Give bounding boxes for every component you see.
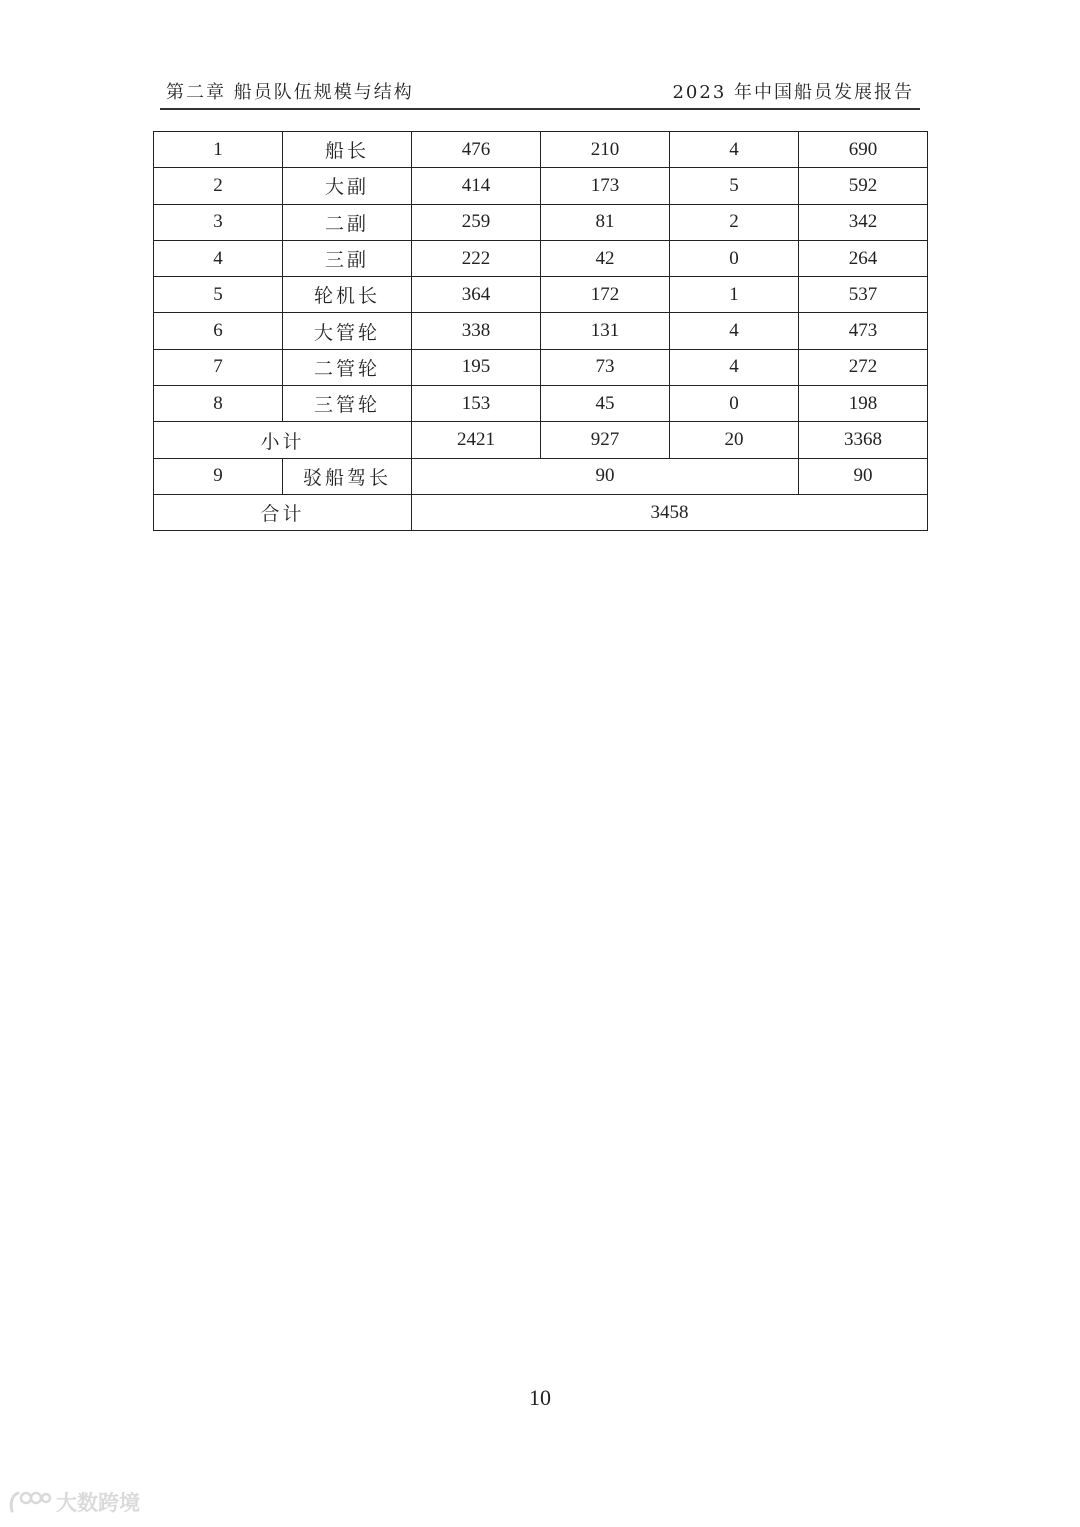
value-cell: 1 (670, 277, 799, 313)
value-cell: 2 (670, 204, 799, 240)
value-cell: 222 (412, 240, 541, 276)
position-name: 轮机长 (283, 277, 412, 313)
value-cell: 0 (670, 386, 799, 422)
table-row (154, 132, 928, 168)
logo-icon (8, 1489, 52, 1515)
value-cell: 153 (412, 386, 541, 422)
page-number: 10 (529, 1385, 551, 1410)
value-cell: 195 (412, 349, 541, 385)
row-number: 7 (154, 349, 283, 385)
position-name: 船长 (283, 132, 412, 168)
value-cell: 364 (412, 277, 541, 313)
table-row (154, 277, 928, 313)
total-cell: 264 (799, 240, 928, 276)
position-name: 二管轮 (283, 349, 412, 385)
total-cell: 3368 (799, 422, 928, 458)
table-row (154, 349, 928, 385)
value-cell: 42 (541, 240, 670, 276)
total-cell: 690 (799, 132, 928, 168)
row-number: 4 (154, 240, 283, 276)
value-cell: 4 (670, 313, 799, 349)
value-cell: 20 (670, 422, 799, 458)
watermark (8, 1488, 140, 1516)
total-cell: 592 (799, 168, 928, 204)
row-number: 2 (154, 168, 283, 204)
report-title: 2023 年中国船员发展报告 (672, 82, 914, 103)
row-number: 1 (154, 132, 283, 168)
row-number: 3 (154, 204, 283, 240)
value-cell: 927 (541, 422, 670, 458)
value-cell: 5 (670, 168, 799, 204)
table-row (154, 204, 928, 240)
value-cell: 131 (541, 313, 670, 349)
barge-row (154, 458, 928, 494)
total-cell: 473 (799, 313, 928, 349)
value-cell: 210 (541, 132, 670, 168)
position-name: 三管轮 (283, 386, 412, 422)
total-cell: 198 (799, 386, 928, 422)
total-cell: 537 (799, 277, 928, 313)
grand-total-value: 3458 (412, 494, 928, 530)
value-cell: 45 (541, 386, 670, 422)
value-cell: 4 (670, 132, 799, 168)
value-cell: 2421 (412, 422, 541, 458)
value-cell: 173 (541, 168, 670, 204)
position-name: 二副 (283, 204, 412, 240)
table-row (154, 386, 928, 422)
watermark-text: 大数跨境 (56, 1491, 140, 1515)
value-cell: 259 (412, 204, 541, 240)
position-name: 驳船驾长 (283, 458, 412, 494)
table-row (154, 240, 928, 276)
total-cell: 342 (799, 204, 928, 240)
value-cell: 73 (541, 349, 670, 385)
total-cell: 90 (799, 458, 928, 494)
table-row (154, 168, 928, 204)
value-cell: 0 (670, 240, 799, 276)
position-name: 大管轮 (283, 313, 412, 349)
position-name: 大副 (283, 168, 412, 204)
crew-table (153, 131, 928, 531)
subtotal-label: 小计 (154, 422, 412, 458)
total-cell: 272 (799, 349, 928, 385)
grand-total-label: 合计 (154, 494, 412, 530)
value-cell: 81 (541, 204, 670, 240)
grand-total-row (154, 494, 928, 530)
page-header (160, 76, 920, 110)
table-row (154, 313, 928, 349)
row-number: 6 (154, 313, 283, 349)
merged-value-cell: 90 (412, 458, 799, 494)
position-name: 三副 (283, 240, 412, 276)
row-number: 8 (154, 386, 283, 422)
value-cell: 172 (541, 277, 670, 313)
value-cell: 414 (412, 168, 541, 204)
subtotal-row (154, 422, 928, 458)
row-number: 5 (154, 277, 283, 313)
value-cell: 4 (670, 349, 799, 385)
row-number: 9 (154, 458, 283, 494)
value-cell: 338 (412, 313, 541, 349)
chapter-title: 第二章 船员队伍规模与结构 (166, 82, 414, 103)
value-cell: 476 (412, 132, 541, 168)
